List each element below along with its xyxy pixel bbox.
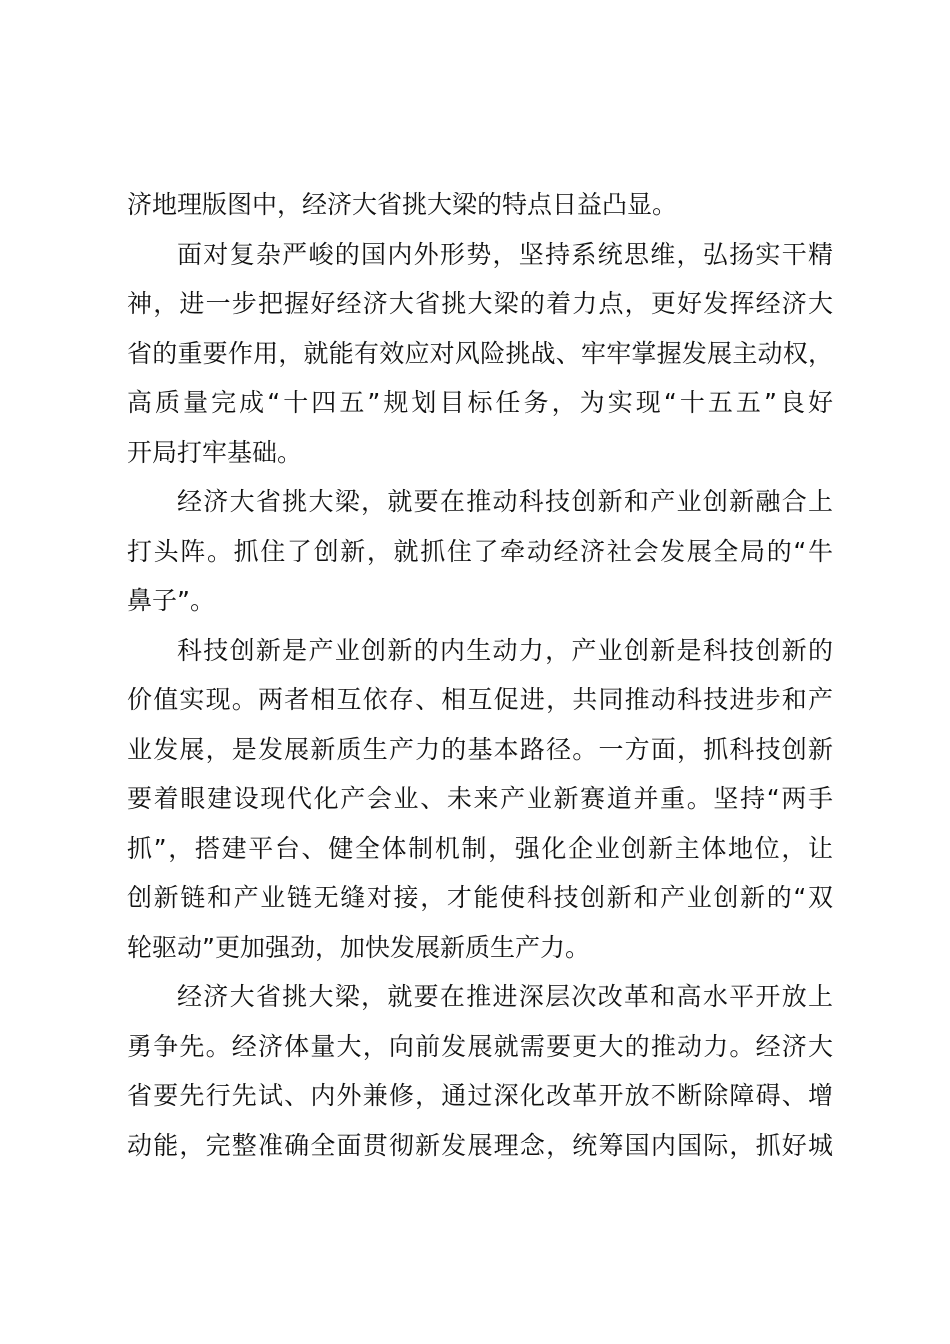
text-line: 面对复杂严峻的国内外形势，坚持系统思维，弘扬实干精	[177, 239, 833, 269]
text-line: 高质量完成“十四五”规划目标任务，为实现“十五五”良好	[127, 388, 833, 417]
text-line: 创新链和产业链无缝对接，才能使科技创新和产业创新的“双	[127, 883, 833, 912]
text-line: 打头阵。抓住了创新，就抓住了牵动经济社会发展全局的“牛	[127, 536, 833, 566]
text-line: 经济大省挑大梁，就要在推进深层次改革和高水平开放上	[177, 982, 833, 1011]
text-line: 科技创新是产业创新的内生动力，产业创新是科技创新的	[177, 635, 833, 665]
text-line: 开局打牢基础。	[127, 437, 303, 467]
body-text	[127, 180, 833, 1170]
text-line: 轮驱动”更加强劲，加快发展新质生产力。	[127, 932, 590, 962]
text-line: 省的重要作用，就能有效应对风险挑战、牢牢掌握发展主动权，	[127, 338, 833, 368]
text-line: 要着眼建设现代化产会业、未来产业新赛道并重。坚持“两手	[127, 784, 833, 813]
text-line: 价值实现。两者相互依存、相互促进，共同推动科技进步和产	[127, 685, 833, 714]
text-line: 鼻子”。	[127, 586, 215, 615]
text-line: 省要先行先试、内外兼修，通过深化改革开放不断除障碍、增	[127, 1081, 833, 1110]
text-line: 勇争先。经济体量大，向前发展就需要更大的推动力。经济大	[127, 1031, 833, 1061]
text-line: 神，进一步把握好经济大省挑大梁的着力点，更好发挥经济大	[127, 289, 833, 318]
text-line: 业发展，是发展新质生产力的基本路径。一方面，抓科技创新	[127, 734, 833, 764]
text-line: 济地理版图中，经济大省挑大梁的特点日益凸显。	[127, 190, 678, 219]
text-line: 抓”，搭建平台、健全体制机制，强化企业创新主体地位，让	[127, 833, 833, 863]
text-line: 动能，完整准确全面贯彻新发展理念，统筹国内国际，抓好城	[127, 1130, 833, 1160]
text-line: 经济大省挑大梁，就要在推动科技创新和产业创新融合上	[177, 487, 833, 516]
